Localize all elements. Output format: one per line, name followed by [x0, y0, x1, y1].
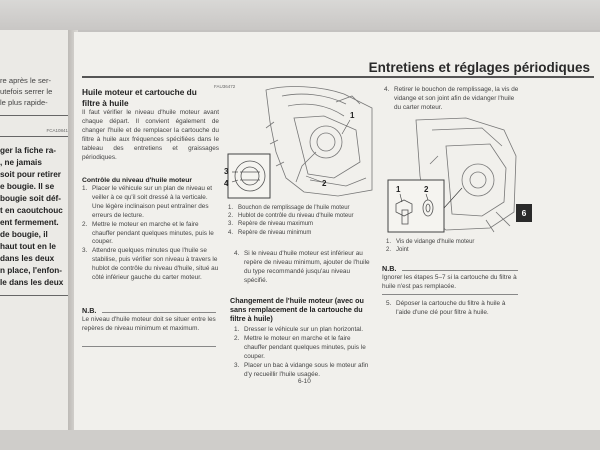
list-item: 1. Dresser le véhicule sur un plan horizontal.: [234, 326, 363, 333]
figure-callout: 1: [350, 111, 355, 120]
check-subtitle: Contrôle du niveau d'huile moteur: [82, 177, 192, 184]
list-item: 4. Si le niveau d'huile moteur est inférieur au repère de niveau minimum, ajouter de l'huile du type recommandé jusqu'au niveau spécifié.: [234, 250, 370, 284]
page-number: 6-10: [298, 378, 311, 385]
page-header-title: Entretiens et réglages périodiques: [368, 60, 590, 75]
figure-callout: 1: [396, 185, 401, 194]
figure-callout: 2: [424, 185, 429, 194]
left-warning-line: haut tout en le: [0, 242, 56, 251]
nb-end-rule: [382, 294, 518, 295]
left-warning-line: n place, l'enfon-: [0, 266, 62, 275]
figure-callout: 2: [322, 179, 327, 188]
nb-label: N.B.: [382, 264, 397, 273]
drain-step-5: [386, 300, 520, 318]
left-warning-line: , ne jamais: [0, 158, 42, 167]
header-rule: [82, 76, 594, 78]
figure1-legend: [228, 204, 378, 237]
left-warning-line: e bougie. Il se: [0, 182, 55, 191]
left-warning-line: bougie soit déf-: [0, 194, 61, 203]
legend-item: 2. Joint: [386, 247, 409, 254]
right-page: [74, 32, 600, 450]
figure-callout: 3: [224, 167, 229, 176]
left-rule: [0, 295, 70, 296]
left-page: [0, 30, 70, 430]
list-item: 3. Attendre quelques minutes que l'huile se stabilise, puis vérifier son niveau à travers le hublot de contrôle du niveau d'huile, situé au côté inférieur gauche du carter moteur.: [82, 247, 219, 282]
drain-step-4: [384, 86, 520, 113]
list-item: 2. Mettre le moteur en marche et le faire chauffer pendant quelques minutes, puis le couper.: [234, 334, 366, 360]
nb-label: N.B.: [82, 306, 97, 315]
background-bottom: [0, 430, 600, 450]
list-item: 3. Placer un bac à vidange sous le moteur afin d'y recueillir l'huile usagée.: [234, 361, 369, 378]
left-warning-line: le dans les deux: [0, 278, 64, 287]
check-steps: [82, 185, 220, 283]
nb-text: Ignorer les étapes 5–7 si la cartouche du filtre à huile n'est pas remplacée.: [382, 274, 517, 290]
legend-item: 1. Vis de vidange d'huile moteur: [386, 239, 475, 245]
left-warning-line: t en caoutchouc: [0, 206, 63, 215]
nb-rule: [402, 270, 518, 271]
list-item: 4. Retirer le bouchon de remplissage, la vis de vidange et son joint afin de vidanger l'huile du carter moteur.: [384, 86, 519, 111]
legend-item: 2. Hublot de contrôle du niveau d'huile moteur: [228, 213, 354, 220]
left-warning-line: ger la fiche ra-: [0, 146, 56, 155]
figure2-legend: [386, 238, 520, 254]
nb-rule: [102, 312, 216, 313]
background-top: [0, 0, 600, 30]
left-code: FCA10841: [46, 128, 68, 133]
list-item: 2. Mettre le moteur en marche et le faire chauffer pendant quelques minutes, puis le couper.: [82, 220, 214, 246]
chapter-tab: 6: [516, 204, 532, 222]
left-warning-line: soit pour retirer: [0, 170, 61, 179]
list-item: 5. Déposer la cartouche du filtre à huile à l'aide d'une clé pour filtre à huile.: [386, 300, 506, 316]
left-line: re après le ser-: [0, 76, 52, 85]
left-line: utefois serrer le: [0, 87, 53, 96]
drain-bolt-illustration: [386, 116, 520, 234]
nb-end-rule: [82, 346, 216, 347]
left-warning-line: de bougie, il: [0, 230, 48, 239]
left-warning-line: ent fermement.: [0, 218, 59, 227]
intro-paragraph: Il faut vérifier le niveau d'huile moteur avant chaque départ. Il convient également de changer l'huile et de remplacer la cartouche du filtre à huile aux fréquences spécifiées dans le tableau des entretiens et graissages périodiques.: [82, 109, 219, 161]
nb-text: Le niveau d'huile moteur doit se situer entre les repères de niveau minimum et maximum.: [82, 316, 216, 332]
left-warning-line: dans les deux: [0, 254, 55, 263]
oil-level-window-illustration: [226, 82, 376, 200]
legend-item: 1. Bouchon de remplissage de l'huile moteur: [228, 205, 350, 211]
list-item: 1. Placer le véhicule sur un plan de niveau et veiller à ce qu'il soit dressé à la verticale. Une légère inclinaison peut entraîner des erreurs de lecture.: [82, 185, 213, 219]
change-subtitle: Changement de l'huile moteur (avec ou sans remplacement de la cartouche du filtre à huile): [230, 296, 364, 323]
left-rule: [0, 115, 70, 116]
legend-item: 3. Repère de niveau maximum: [228, 221, 314, 228]
left-rule: [0, 136, 70, 137]
legend-item: 4. Repère de niveau minimum: [228, 229, 312, 236]
section-title: Huile moteur et cartouche du filtre à huile: [82, 87, 197, 108]
change-steps: [234, 326, 374, 379]
check-step-4: [234, 250, 372, 286]
left-line: le plus rapide-: [0, 98, 48, 107]
section-code: FAU36472: [214, 84, 236, 89]
figure-callout: 4: [224, 179, 229, 188]
